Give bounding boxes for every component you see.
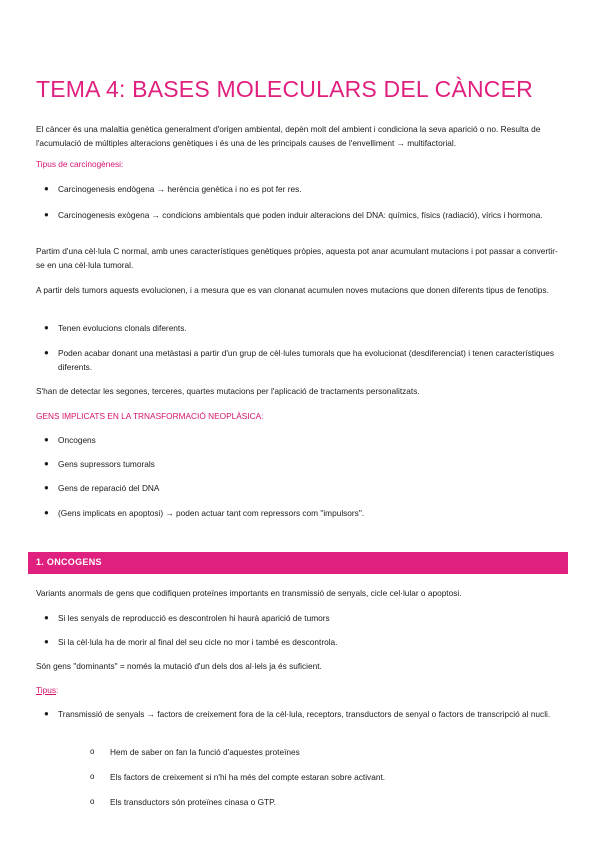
sub-list-item-text: Els transductors són proteïnes cinasa o GTP. [110,797,276,807]
list-item [44,346,564,374]
list-item [44,481,564,495]
circle-bullet-icon: o [90,747,95,756]
bullet-icon: ● [44,184,49,193]
list-item-text: Gens de reparació del DNA [58,483,160,493]
list-item [44,635,564,649]
sub-list-item [90,745,564,759]
list-item-text: Poden acabar donant una metàstasi a partir d'un grup de cèl·lules tumorals que ha evolucionat (desdiferenciat) i tenen característiques diferents. [58,348,555,372]
list-item-text: Carcinogenesis endògena → herència genètica i no es pot fer res. [58,184,302,194]
list-item-text: Si la cèl·lula ha de morir al final del seu cicle no mor i també es descontrola. [58,637,338,647]
bullet-icon: ● [44,435,49,444]
bullet-icon: ● [44,459,49,468]
sub-list-item [90,795,564,809]
dominants-paragraph: Són gens "dominants" = només la mutació d'un dels dos al·lels ja és suficient. [36,661,322,671]
sub-list-item [90,770,564,784]
page-title: TEMA 4: BASES MOLECULARS DEL CÀNCER [36,76,533,102]
list-item [44,208,564,222]
bullet-icon: ● [44,323,49,332]
sub-list-item-text: Hem de saber on fan la funció d'aquestes proteïnes [110,747,300,757]
sub-list-item-text: Els factors de creixement si n'hi ha més del compte estaran sobre activant. [110,772,386,782]
list-item-text: Si les senyals de reproducció es descontrolen hi haurà aparició de tumors [58,613,330,623]
section-header-label: 1. ONCOGENS [36,557,102,567]
tumors-paragraph: A partir dels tumors aquests evolucionen, i a mesura que es van clonanat acumulen noves mutacions que donen diferents tipus de fenotips. [36,285,549,295]
cell-paragraph: Partim d'una cèl·lula C normal, amb unes característiques genètiques pròpies, aquesta pot anar acumulant mutacions i pot passar a convertir-se en una cèl·lula tumoral. [36,246,558,270]
list-item-text: Oncogens [58,435,96,445]
bullet-icon: ● [44,210,49,219]
oncogens-intro: Variants anormals de gens que codifiquen proteïnes importants en transmissió de senyals, cicle cel·lular o apoptosi. [36,588,462,598]
carcinogenesis-heading: Tipus de carcinogènesi: [36,159,124,169]
bullet-icon: ● [44,483,49,492]
list-item-text: Tenen evolucions clonals diferents. [58,323,187,333]
list-item-text: Gens supressors tumorals [58,459,155,469]
list-item [44,506,564,520]
list-item-text: Transmissió de senyals → factors de creixement fora de la cèl·lula, receptors, transductors de senyal o factors de transcripció al nucli. [58,709,551,719]
list-item-text: (Gens implicats en apoptosi) → poden actuar tant com repressors com "impulsors". [58,508,365,518]
bullet-icon: ● [44,637,49,646]
circle-bullet-icon: o [90,797,95,806]
list-item [44,321,564,335]
bullet-icon: ● [44,508,49,517]
list-item [44,611,564,625]
section-header-bar [28,552,568,574]
list-item-text: Carcinogenesis exògena → condicions ambientals que poden induir alteracions del DNA: químics, físics (radiació), vírics i hormona. [58,210,543,220]
tipus-colon: : [55,685,59,695]
detect-paragraph: S'han de detectar les segones, terceres, quartes mutacions per l'aplicació de tractaments personalitzats. [36,386,420,396]
bullet-icon: ● [44,613,49,622]
tipus-heading [36,683,564,697]
bullet-icon: ● [44,348,49,357]
list-item [44,457,564,471]
list-item [44,433,564,447]
circle-bullet-icon: o [90,772,95,781]
genes-heading: GENS IMPLICATS EN LA TRNASFORMACIÓ NEOPLÀSICA: [36,411,264,421]
tipus-label: Tipus [36,685,56,695]
list-item [44,707,564,721]
bullet-icon: ● [44,709,49,718]
intro-paragraph: El càncer és una malaltia genètica generalment d'origen ambiental, depèn molt del ambient i condiciona la seva aparició o no. Resulta de l'acumulació de múltiples alteracions genètiques i és una de les principals causes de l'envelliment → multifactorial. [36,124,541,148]
list-item [44,182,564,196]
